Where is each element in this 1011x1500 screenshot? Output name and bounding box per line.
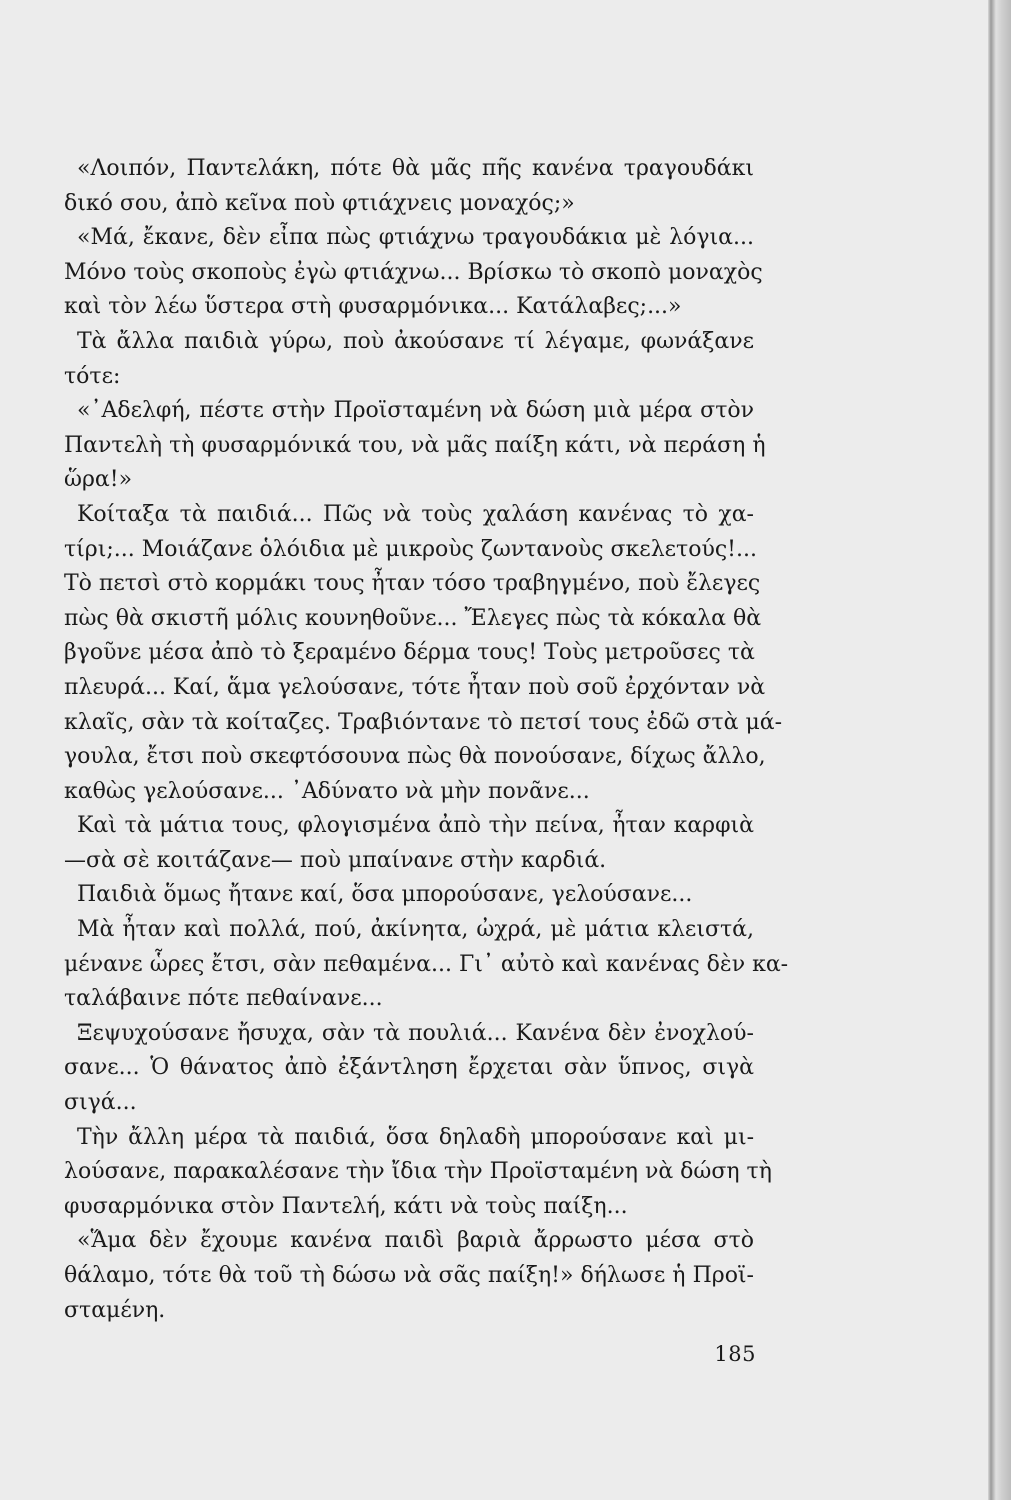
text-line: Παντελὴ τὴ φυσαρμόνικά του, νὰ μᾶς παίξη κάτι, νὰ περάση ἡ — [64, 432, 766, 458]
page-edge — [988, 0, 1011, 1500]
text-line: φυσαρμόνικα στὸν Παντελή, κάτι νὰ τοὺς παίξη... — [64, 1193, 628, 1219]
text-line: καθὼς γελούσανε... ᾿Αδύνατο νὰ μὴν πονᾶνε... — [64, 778, 590, 804]
body-text — [64, 152, 789, 1328]
text-line: θάλαμο, τότε θὰ τοῦ τὴ δώσω νὰ σᾶς παίξη!» δήλωσε ἡ Προϊ- — [64, 1263, 754, 1288]
page-number: 185 — [714, 1342, 756, 1366]
text-line: τότε: — [64, 363, 121, 389]
text-line: Καὶ τὰ μάτια τους, φλογισμένα ἀπὸ τὴν πείνα, ἦταν καρφιὰ — [77, 813, 754, 839]
text-line: «᾿Αδελφή, πέστε στὴν Προϊσταμένη νὰ δώση μιὰ μέρα στὸν — [77, 398, 754, 424]
text-line: σανε... Ὁ θάνατος ἀπὸ ἐξάντληση ἔρχεται σὰν ὕπνος, σιγὰ — [64, 1055, 754, 1081]
text-line: Τὸ πετσὶ στὸ κορμάκι τους ἦταν τόσο τραβηγμένο, ποὺ ἔλεγες — [64, 571, 761, 597]
text-line: Ξεψυχούσανε ἤσυχα, σὰν τὰ πουλιά... Κανένα δὲν ἐνοχλού- — [77, 1020, 754, 1046]
text-line: Τὴν ἄλλη μέρα τὰ παιδιά, ὅσα δηλαδὴ μπορούσανε καὶ μι- — [77, 1124, 754, 1150]
text-line: πὼς θὰ σκιστῆ μόλις κουνηθοῦνε... Ἔλεγες πὼς τὰ κόκαλα θὰ — [64, 605, 762, 631]
text-line: γουλα, ἔτσι ποὺ σκεφτόσουνα πὼς θὰ πονούσανε, δίχως ἄλλο, — [64, 744, 766, 770]
text-line: Μόνο τοὺς σκοποὺς ἐγὼ φτιάχνω... Βρίσκω τὸ σκοπὸ μοναχὸς — [64, 259, 763, 285]
text-line: Τὰ ἄλλα παιδιὰ γύρω, ποὺ ἀκούσανε τί λέγαμε, φωνάξανε — [77, 328, 754, 354]
text-line: «Ἅμα δὲν ἔχουμε κανένα παιδὶ βαριὰ ἄρρωστο μέσα στὸ — [77, 1228, 754, 1254]
text-line: Κοίταξα τὰ παιδιά... Πῶς νὰ τοὺς χαλάση κανένας τὸ χα- — [77, 501, 754, 527]
text-line: σιγά... — [64, 1090, 137, 1116]
text-line: κλαῖς, σὰν τὰ κοίταζες. Τραβιόντανε τὸ πετσί τους ἐδῶ στὰ μά- — [64, 709, 783, 735]
text-line: τίρι;... Μοιάζανε ὁλόιδια μὲ μικροὺς ζωντανοὺς σκελετούς!... — [64, 536, 757, 562]
text-line: «Λοιπόν, Παντελάκη, πότε θὰ μᾶς πῆς κανένα τραγουδάκι — [77, 156, 754, 181]
text-line: «Μά, ἔκανε, δὲν εἶπα πὼς φτιάχνω τραγουδάκια μὲ λόγια... — [77, 225, 754, 251]
text-line: δικό σου, ἀπὸ κεῖνα ποὺ φτιάχνεις μοναχός;» — [64, 190, 575, 216]
text-line: πλευρά... Καί, ἅμα γελούσανε, τότε ἦταν ποὺ σοῦ ἐρχόνταν νὰ — [64, 674, 766, 700]
text-line: —σὰ σὲ κοιτάζανε— ποὺ μπαίνανε στὴν καρδιά. — [64, 847, 607, 873]
text-line: Παιδιὰ ὅμως ἤτανε καί, ὅσα μπορούσανε, γελούσανε... — [77, 882, 693, 908]
text-line: λούσανε, παρακαλέσανε τὴν ἴδια τὴν Προϊσταμένη νὰ δώση τὴ — [64, 1159, 772, 1185]
text-line: ταλάβαινε πότε πεθαίνανε... — [64, 986, 383, 1012]
text-line: σταμένη. — [64, 1297, 166, 1323]
text-line: καὶ τὸν λέω ὕστερα στὴ φυσαρμόνικα... Κατάλαβες;...» — [64, 294, 682, 320]
text-line: Μὰ ἦταν καὶ πολλά, πού, ἀκίνητα, ὠχρά, μὲ μάτια κλειστά, — [77, 917, 754, 943]
text-line: μένανε ὧρες ἔτσι, σὰν πεθαμένα... Γι᾿ αὐτὸ καὶ κανένας δὲν κα- — [64, 951, 789, 977]
text-line: βγοῦνε μέσα ἀπὸ τὸ ξεραμένο δέρμα τους! Τοὺς μετροῦσες τὰ — [64, 640, 755, 666]
text-line: ὥρα!» — [64, 467, 133, 493]
